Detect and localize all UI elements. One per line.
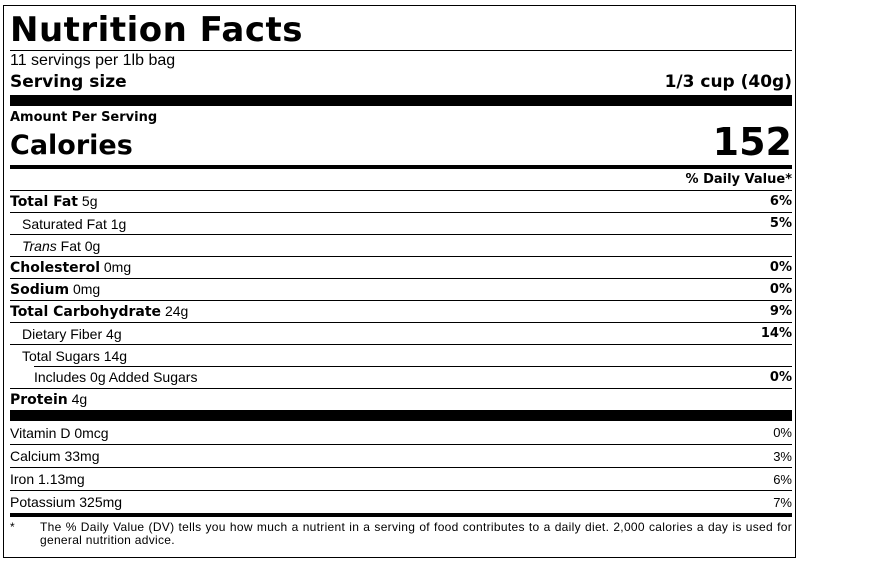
- nutrient-daily-value: 0%: [769, 260, 792, 275]
- nutrient-daily-value: 9%: [769, 304, 792, 319]
- vitamin-row-vitamin-d: [10, 421, 792, 444]
- footnote-marker: *: [10, 520, 15, 534]
- servings-per-container: 11 servings per 1lb bag: [10, 52, 176, 69]
- nutrient-row-cholesterol: [10, 256, 792, 278]
- serving-size-row: [10, 71, 792, 95]
- vitamin-amount: 33mg: [64, 448, 100, 464]
- thick-divider: [10, 95, 792, 106]
- nutrient-daily-value: 6%: [769, 194, 792, 209]
- vitamin-amount: 0mcg: [74, 424, 109, 441]
- nutrient-amount: 1g: [110, 215, 127, 232]
- vitamin-amount: 1.13mg: [38, 471, 85, 487]
- nutrient-name: Total Carbohydrate: [10, 304, 162, 320]
- nutrient-amount: 24g: [164, 303, 189, 319]
- nutrient-amount: 0mg: [72, 281, 101, 297]
- footnote: [10, 521, 792, 547]
- nutrient-daily-value: 0%: [769, 369, 792, 385]
- calories-row: [10, 120, 792, 164]
- nutrient-row-total-fat: [10, 190, 792, 212]
- vitamin-name: Vitamin D: [10, 424, 71, 441]
- nutrient-name: Includes 0g Added Sugars: [34, 369, 198, 385]
- vitamin-daily-value: 7%: [773, 494, 792, 510]
- vitamin-daily-value: 0%: [773, 425, 792, 440]
- nutrient-row-trans-fat: [10, 234, 792, 256]
- nutrient-name: Total Sugars: [22, 347, 100, 364]
- medium-divider: [10, 513, 792, 517]
- amount-per-serving: Amount Per Serving: [10, 110, 158, 125]
- calories-label: Calories: [10, 130, 133, 161]
- serving-size-value: 1/3 cup (40g): [664, 72, 792, 92]
- nutrient-daily-value: 14%: [760, 326, 792, 341]
- daily-value-header: % Daily Value*: [685, 172, 792, 187]
- nutrient-name: Fat: [60, 237, 81, 254]
- nutrient-name-italic: Trans: [22, 237, 57, 254]
- nutrient-amount: 4g: [106, 325, 122, 342]
- nutrient-row-added-sugars: [10, 366, 792, 388]
- nutrient-name: Dietary Fiber: [22, 325, 103, 342]
- vitamin-daily-value: 6%: [773, 471, 792, 487]
- nutrient-amount: 0mg: [103, 259, 132, 275]
- nutrition-facts-content: [10, 6, 792, 547]
- nutrient-amount: 0g: [84, 237, 101, 254]
- nutrient-row-total-sugars: [10, 344, 792, 366]
- vitamin-row-iron: [10, 467, 792, 490]
- vitamin-name: Calcium: [10, 448, 61, 464]
- vitamin-row-potassium: [10, 490, 792, 513]
- nutrient-name: Cholesterol: [10, 260, 100, 276]
- nutrient-row-saturated-fat: [10, 212, 792, 234]
- nutrient-row-protein: [10, 388, 792, 410]
- nutrient-amount: 4g: [71, 391, 88, 407]
- nutrient-name: Total Fat: [10, 194, 79, 210]
- footnote-text: The % Daily Value (DV) tells you how much a nutrient in a serving of food contributes to a daily diet. 2,000 calories a day is used for general nutrition advice.: [40, 520, 792, 547]
- vitamin-row-calcium: [10, 444, 792, 467]
- thick-divider: [10, 410, 792, 421]
- vitamin-daily-value: 3%: [773, 448, 792, 464]
- nutrient-name: Saturated Fat: [22, 215, 107, 232]
- nutrient-row-dietary-fiber: [10, 322, 792, 344]
- nutrient-daily-value: 0%: [769, 282, 792, 297]
- nutrient-row-total-carbohydrate: [10, 300, 792, 322]
- calories-value: 152: [712, 120, 792, 164]
- nutrient-row-sodium: [10, 278, 792, 300]
- nutrient-name: Protein: [10, 392, 68, 408]
- nutrient-daily-value: 5%: [769, 216, 792, 231]
- vitamin-name: Iron: [10, 471, 35, 487]
- nutrition-facts-panel: [3, 5, 796, 558]
- vitamin-name: Potassium: [10, 494, 76, 510]
- nutrient-amount: 5g: [81, 193, 98, 209]
- nutrient-name: Sodium: [10, 282, 70, 298]
- panel-title: Nutrition Facts: [10, 10, 303, 50]
- nutrient-amount: 14g: [103, 347, 128, 364]
- serving-size-label: Serving size: [10, 72, 127, 92]
- vitamin-amount: 325mg: [79, 494, 123, 510]
